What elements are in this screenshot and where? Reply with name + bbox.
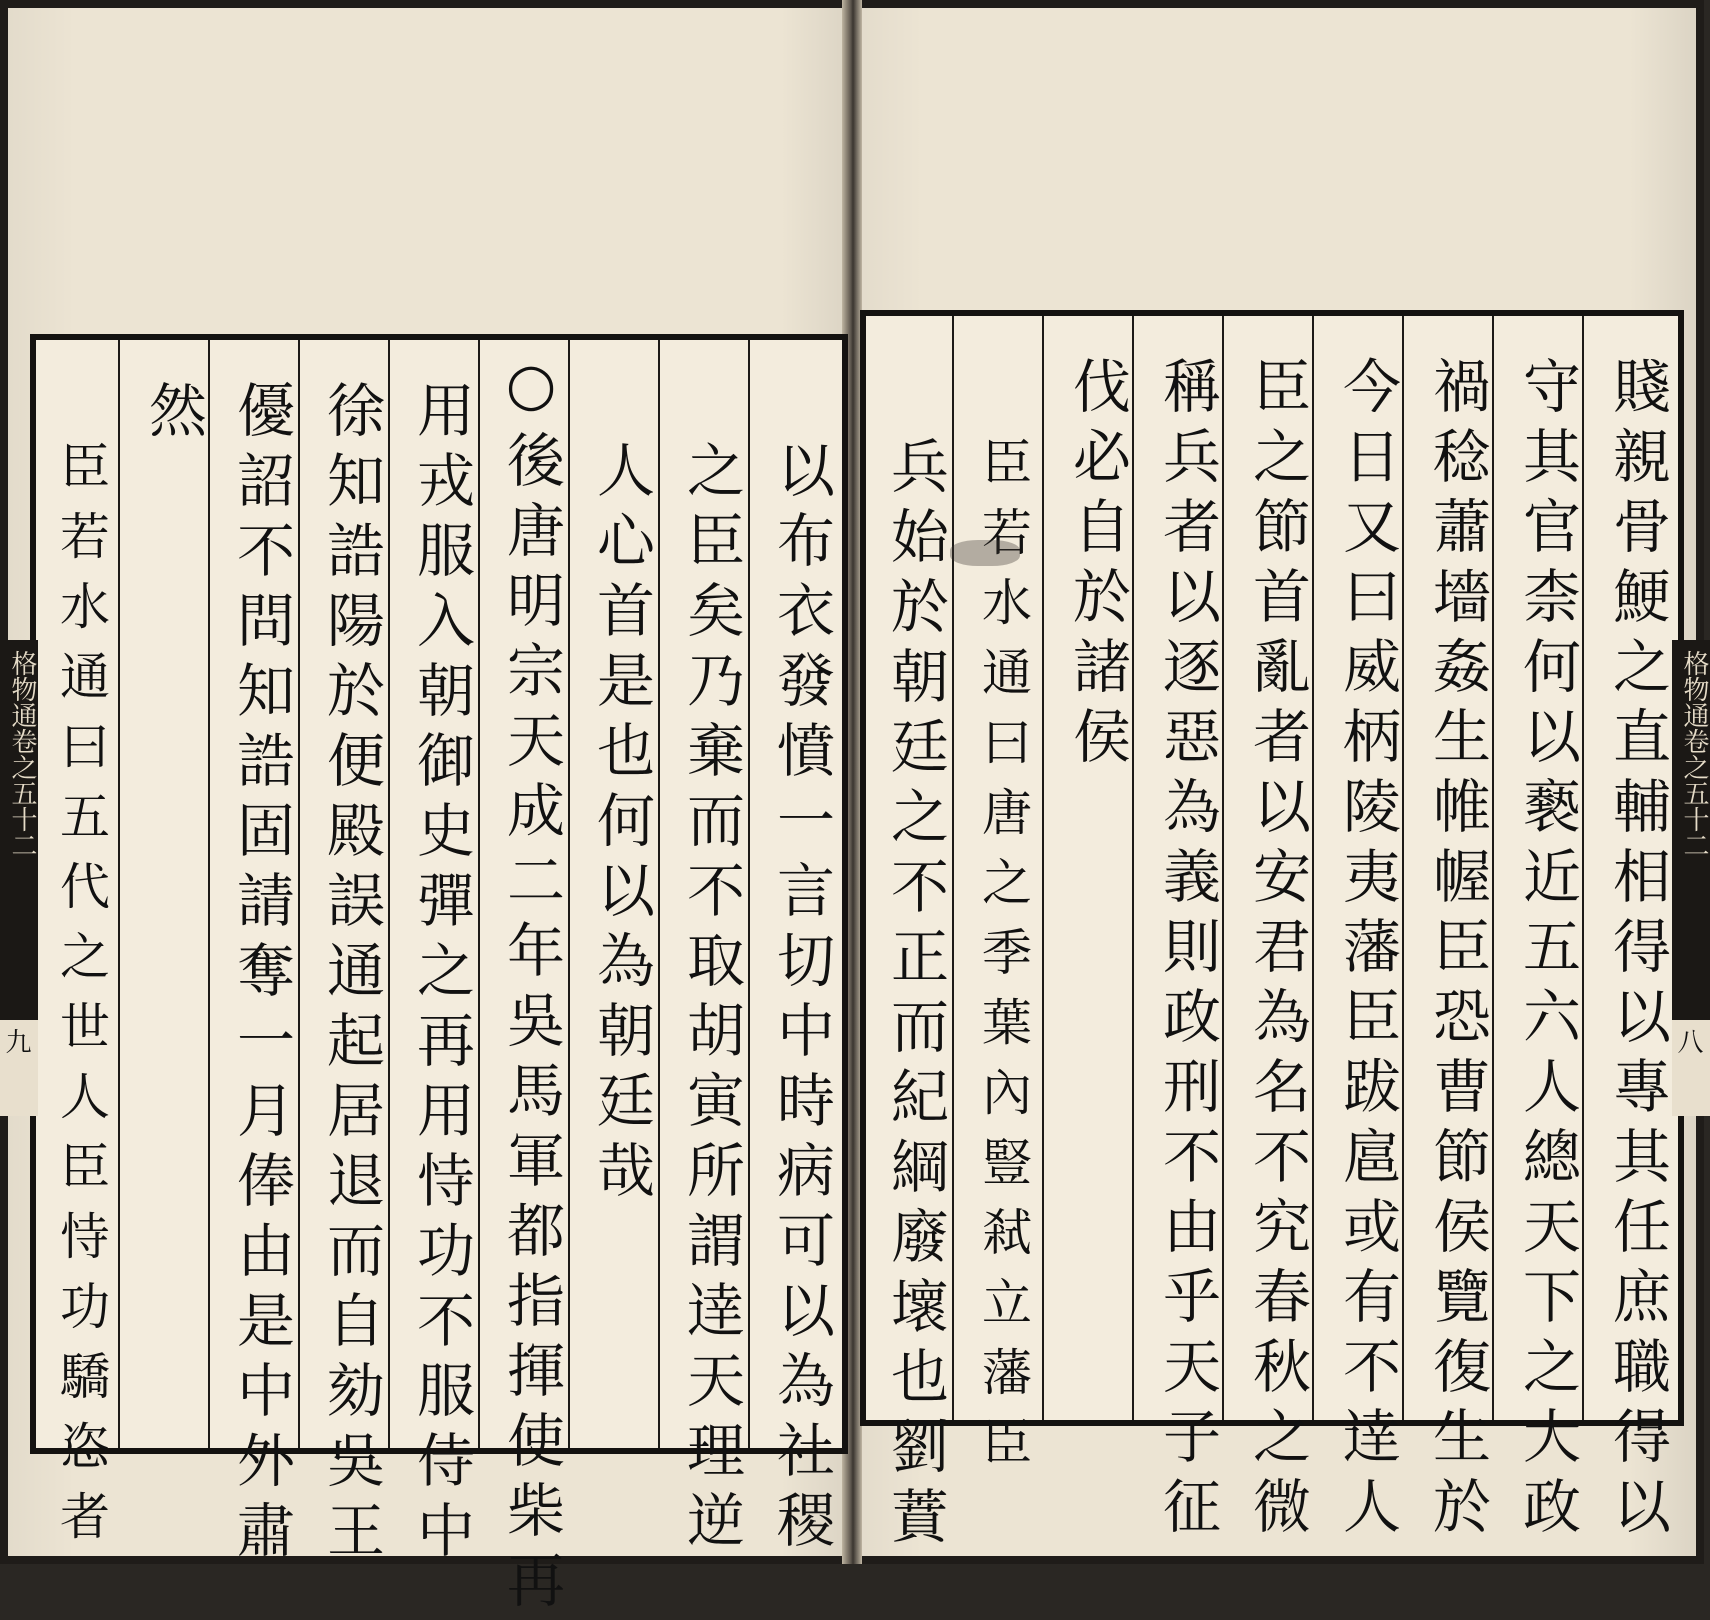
text-column: 臣之節首亂者以安君為名不究春秋之微 — [1243, 356, 1311, 1546]
text-column: 賤親骨鯁之直輔相得以專其任庶職得以 — [1603, 356, 1671, 1546]
column-rule — [1222, 316, 1224, 1420]
folio-number: 九 — [0, 1020, 38, 1116]
text-column: 用戎服入朝御史彈之再用恃功不服侍中 — [407, 380, 475, 1570]
column-rule — [1132, 316, 1134, 1420]
text-column: 今日又曰威柄陵夷藩臣跋扈或有不逹人 — [1333, 356, 1401, 1546]
column-rule — [388, 340, 390, 1448]
column-rule — [1042, 316, 1044, 1420]
column-rule — [208, 340, 210, 1448]
column-rule — [298, 340, 300, 1448]
fore-edge-title: 格物通卷之五十二 — [1672, 640, 1710, 1020]
column-rule — [568, 340, 570, 1448]
column-rule — [118, 340, 120, 1448]
text-column: 禍稔蕭墻姦生帷幄臣恐曹節侯覽復生於 — [1423, 356, 1491, 1546]
text-column: 優詔不問知誥固請奪一月俸由是中外肅 — [227, 380, 295, 1570]
text-column: ○後唐明宗天成二年吳馬軍都指揮使柴再 — [497, 350, 565, 1620]
fore-edge-title: 格物通卷之五十二 — [0, 640, 38, 1020]
text-column: 之臣矣乃棄而不取胡寅所謂逹天理逆 — [677, 440, 745, 1560]
text-column: 兵始於朝廷之不正而紀綱廢壞也劉蕡 — [881, 436, 949, 1556]
right-text-frame — [860, 310, 1684, 1556]
text-column: 人心首是也何以為朝廷哉 — [587, 440, 655, 1210]
ink-stain — [950, 540, 1020, 566]
column-rule — [952, 316, 954, 1420]
text-column: 伐必自於諸侯 — [1063, 356, 1131, 776]
column-rule — [1492, 316, 1494, 1420]
text-column: 守其官柰何以褻近五六人總天下之大政 — [1513, 356, 1581, 1546]
text-column: 稱兵者以逐惡為義則政刑不由乎天子征 — [1153, 356, 1221, 1546]
text-column: 然 — [139, 380, 207, 450]
text-column: 以布衣發憤一言切中時病可以為社稷 — [767, 440, 835, 1560]
column-rule — [1312, 316, 1314, 1420]
column-rule — [1402, 316, 1404, 1420]
text-column: 臣若水通曰五代之世人臣恃功驕恣者 — [52, 440, 110, 1560]
text-column: 臣若水通曰唐之季葉內豎弒立藩臣 — [974, 436, 1032, 1486]
column-rule — [658, 340, 660, 1448]
column-rule — [478, 340, 480, 1448]
folio-number: 八 — [1672, 1020, 1710, 1116]
column-rule — [1582, 316, 1584, 1420]
left-text-frame — [30, 334, 848, 1620]
text-column: 徐知誥陽於便殿誤通起居退而自劾吳王 — [317, 380, 385, 1570]
column-rule — [748, 340, 750, 1448]
